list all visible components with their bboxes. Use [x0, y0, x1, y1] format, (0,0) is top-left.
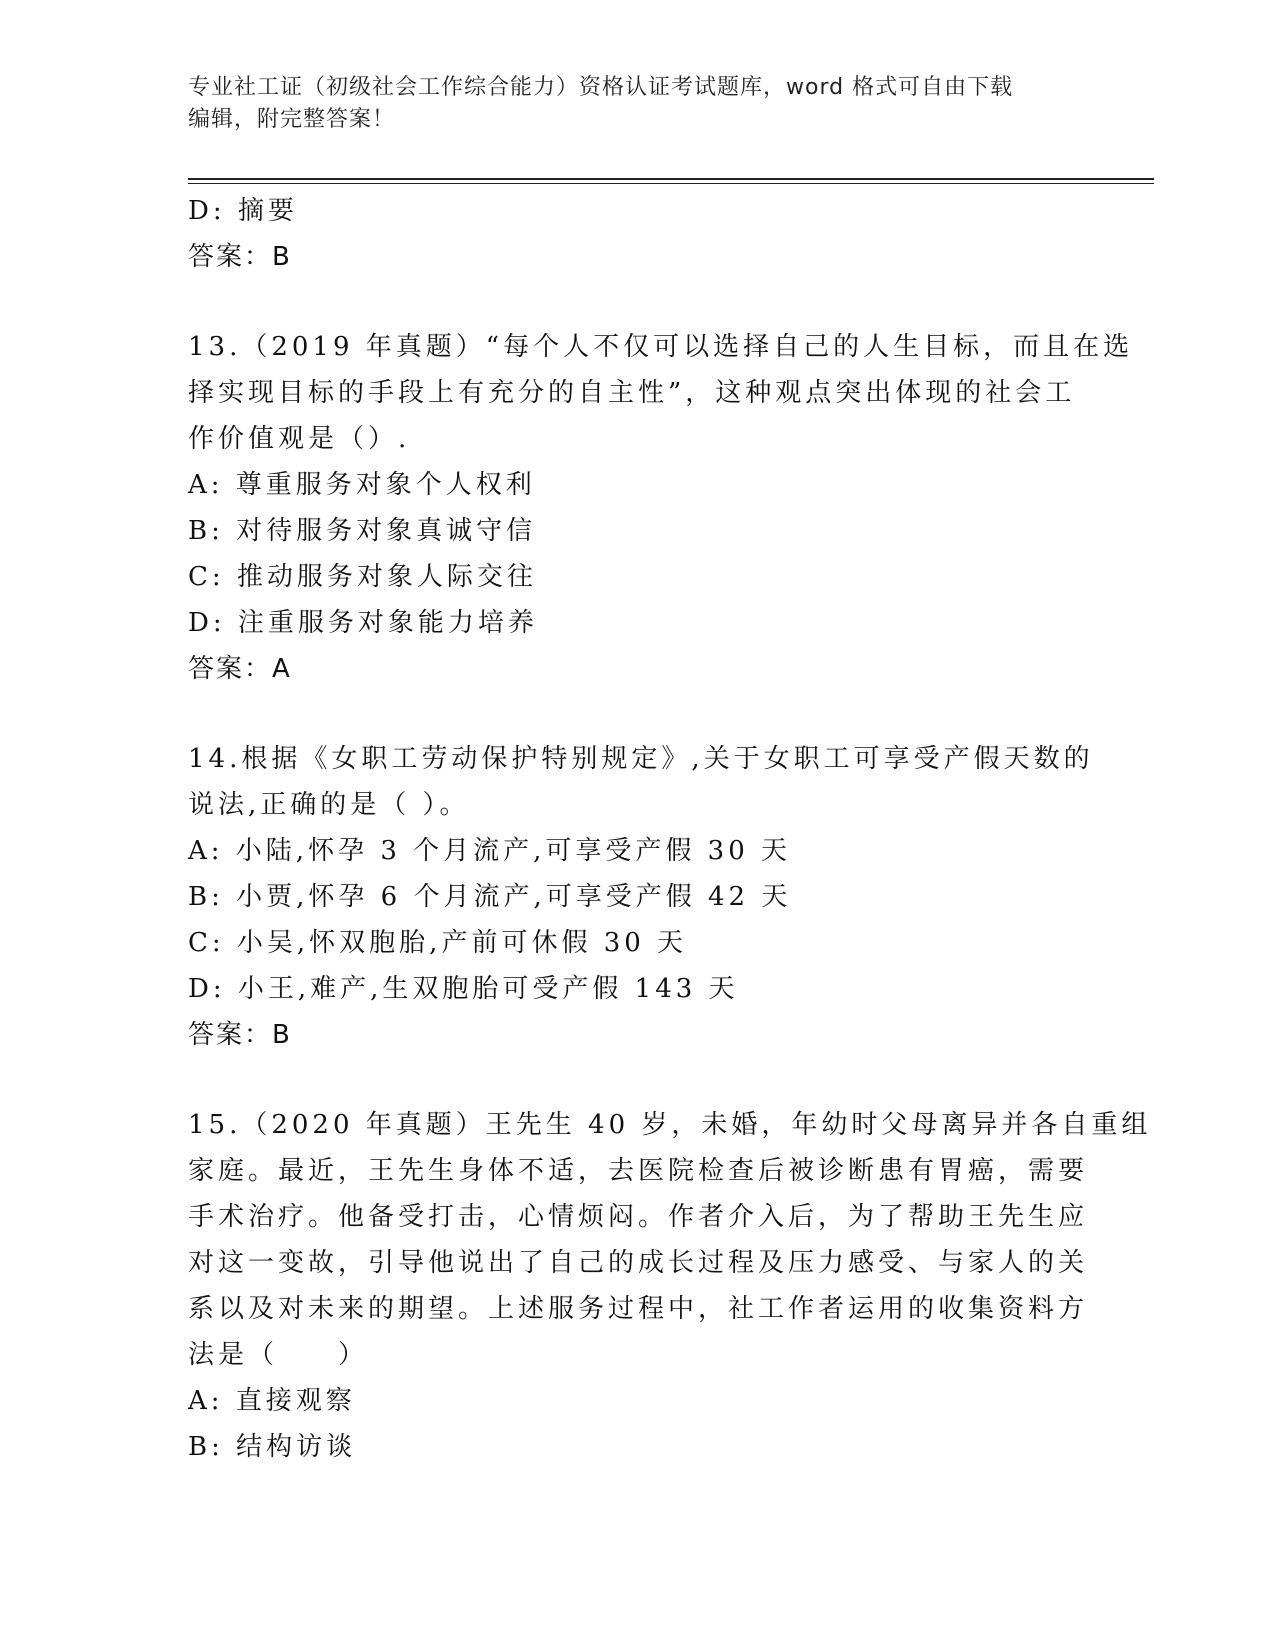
q13-option-d: D: 注重服务对象能力培养 — [188, 608, 538, 638]
q14-option-a: A: 小陆,怀孕 3 个月流产,可享受产假 30 天 — [188, 836, 792, 866]
question-15 — [188, 1102, 1152, 1470]
q12-answer: 答案：B — [188, 242, 292, 272]
q14-option-b: B: 小贾,怀孕 6 个月流产,可享受产假 42 天 — [188, 882, 792, 912]
q15-stem-line: 15.（2020 年真题）王先生 40 岁，未婚，年幼时父母离异并各自重组 — [188, 1110, 1152, 1140]
header-rule-thick — [188, 178, 1154, 180]
q14-option-d: D: 小王,难产,生双胞胎可受产假 143 天 — [188, 974, 739, 1004]
question-content — [188, 188, 1152, 1470]
spacer — [188, 1058, 1088, 1102]
q15-option-a: A: 直接观察 — [188, 1386, 356, 1416]
header-line-1: 专业社工证（初级社会工作综合能力）资格认证考试题库，word 格式可自由下载 — [188, 75, 1014, 100]
header-rule-thin — [188, 183, 1154, 184]
q14-stem-line: 说法,正确的是（ ）。 — [188, 790, 470, 820]
q12-option-d: D: 摘要 — [188, 196, 298, 226]
q14-stem-line: 14.根据《女职工劳动保护特别规定》,关于女职工可享受产假天数的 — [188, 744, 1094, 774]
question-12 — [188, 188, 1088, 280]
q13-answer: 答案：A — [188, 654, 292, 684]
header-line-2: 编辑，附完整答案！ — [188, 107, 396, 132]
q13-stem-line: 13.（2019 年真题）“每个人不仅可以选择自己的人生目标，而且在选 — [188, 332, 1134, 362]
q15-stem-line: 手术治疗。他备受打击，心情烦闷。作者介入后，为了帮助王先生应 — [188, 1202, 1089, 1232]
q13-stem-line: 择实现目标的手段上有充分的自主性”，这种观点突出体现的社会工 — [188, 378, 1076, 408]
q15-stem-line: 系以及对未来的期望。上述服务过程中，社工作者运用的收集资料方 — [188, 1294, 1089, 1324]
q13-stem-line: 作价值观是（）. — [188, 424, 411, 454]
q15-option-b: B: 结构访谈 — [188, 1432, 357, 1462]
q13-option-a: A: 尊重服务对象个人权利 — [188, 470, 536, 500]
spacer — [188, 280, 1088, 324]
q14-answer: 答案：B — [188, 1020, 292, 1050]
q13-option-c: C: 推动服务对象人际交往 — [188, 562, 537, 592]
page-header — [188, 72, 1068, 136]
spacer — [188, 692, 1088, 736]
q15-stem-line: 对这一变故，引导他说出了自己的成长过程及压力感受、与家人的关 — [188, 1248, 1089, 1278]
q14-option-c: C: 小吴,怀双胞胎,产前可休假 30 天 — [188, 928, 688, 958]
q15-stem-line: 家庭。最近，王先生身体不适，去医院检查后被诊断患有胃癌，需要 — [188, 1156, 1089, 1186]
q15-stem-line: 法是（ ） — [188, 1340, 369, 1370]
question-14 — [188, 736, 1094, 1058]
question-13 — [188, 324, 1134, 692]
q13-option-b: B: 对待服务对象真诚守信 — [188, 516, 537, 546]
